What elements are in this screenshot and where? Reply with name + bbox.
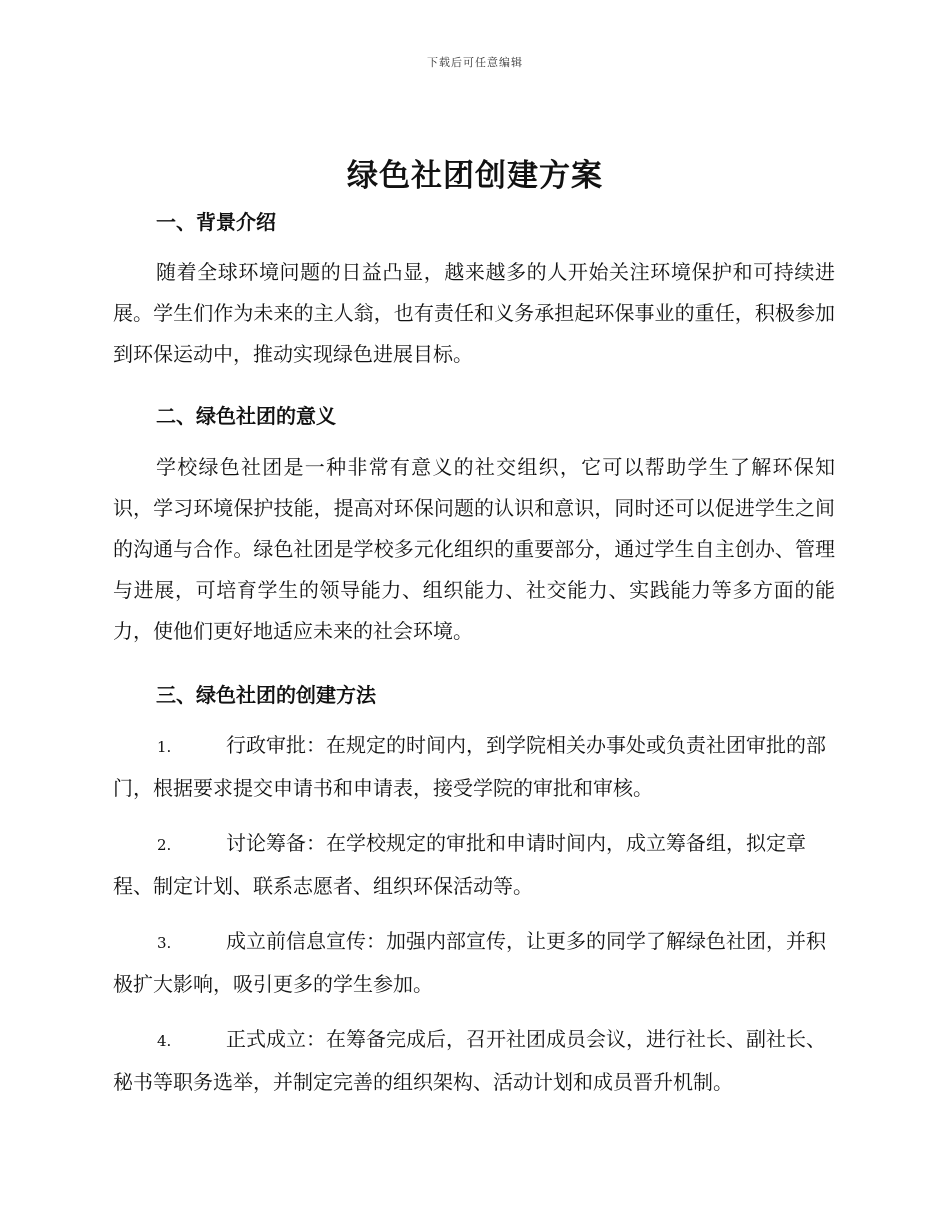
section-heading-significance: 二、绿色社团的意义 [156,404,336,428]
list-text: 讨论筹备：在学校规定的审批和申请时间内，成立筹备组，拟定章程、制定计划、联系志愿者、组织环保活动等。 [113,831,806,898]
list-number: 2. [157,836,172,854]
section-heading-methods: 三、绿色社团的创建方法 [156,683,376,707]
list-text: 行政审批：在规定的时间内，到学院相关办事处或负责社团审批的部门，根据要求提交申请书和申请表，接受学院的审批和审核。 [113,733,826,800]
list-text: 正式成立：在筹备完成后，召开社团成员会议，进行社长、副社长、秘书等职务选举，并制定完善的组织架构、活动计划和成员晋升机制。 [113,1027,826,1094]
list-item-step-1 [113,725,835,809]
paragraph-significance: 学校绿色社团是一种非常有意义的社交组织，它可以帮助学生了解环保知识，学习环境保护技能，提高对环保问题的认识和意识，同时还可以促进学生之间的沟通与合作。绿色社团是学校多元化组织的重要部分，通过学生自主创办、管理与进展，可培育学生的领导能力、组织能力、社交能力、实践能力等多方面的能力，使他们更好地适应未来的社会环境。 [113,455,835,643]
list-item-step-3 [113,921,835,1005]
paragraph-background: 随着全球环境问题的日益凸显，越来越多的人开始关注环境保护和可持续进展。学生们作为未来的主人翁，也有责任和义务承担起环保事业的重任，积极参加到环保运动中，推动实现绿色进展目标。 [113,260,835,366]
list-text: 成立前信息宣传：加强内部宣传，让更多的同学了解绿色社团，并积极扩大影响，吸引更多的学生参加。 [113,929,826,996]
list-item-step-2 [113,823,835,907]
list-number: 4. [157,1032,172,1050]
list-number: 1. [157,738,172,756]
section-heading-background: 一、背景介绍 [156,210,276,234]
list-item-step-4 [113,1019,835,1103]
document-title: 绿色社团创建方案 [347,158,603,194]
list-number: 3. [157,934,172,952]
header-note: 下载后可任意编辑 [427,56,523,69]
